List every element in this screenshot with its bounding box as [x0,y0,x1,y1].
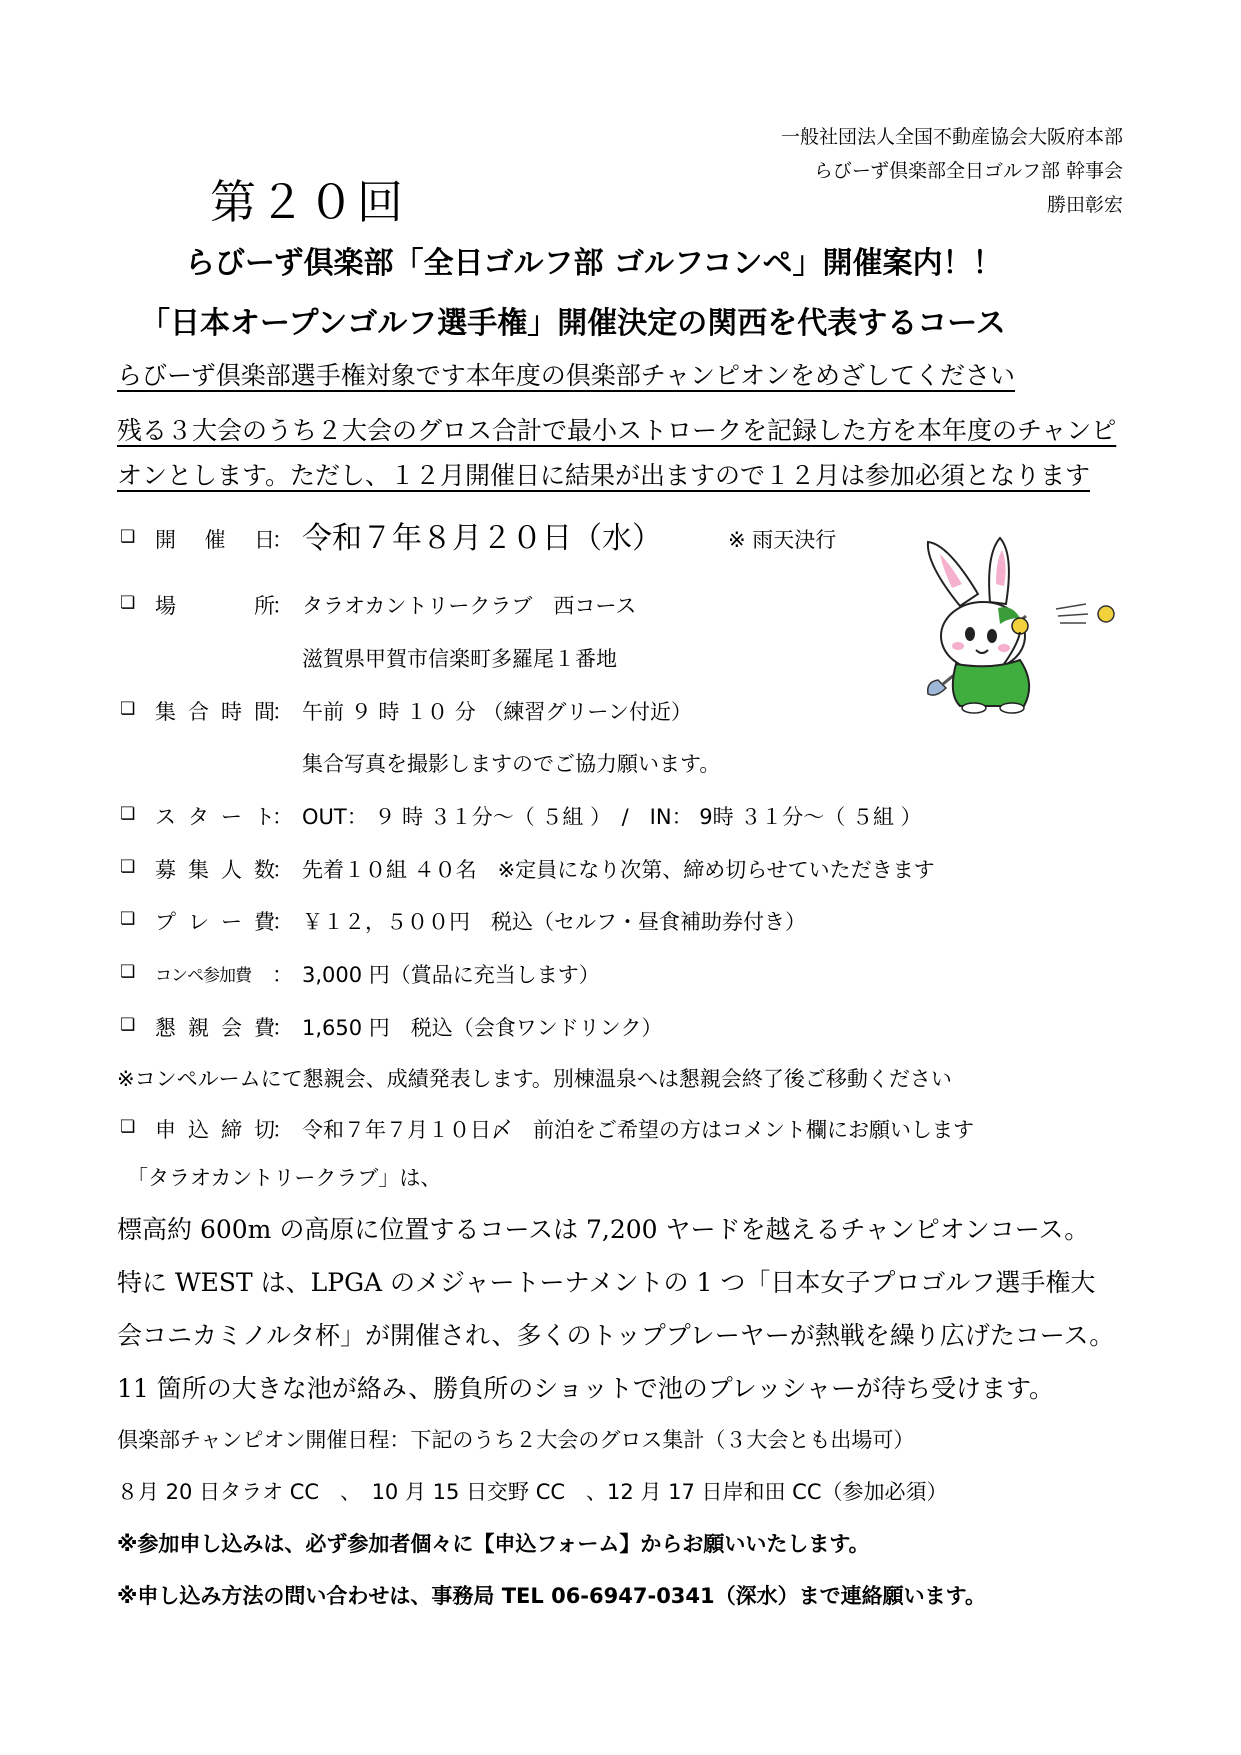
course-desc-line-1: 標高約 600m の高原に位置するコースは 7,200 ヤードを越えるチャンピオンコース。 [117,1215,1090,1244]
headline-title: らびーず倶楽部「全日ゴルフ部 ゴルフコンペ」開催案内！！ [185,246,1003,281]
lead-line-2: 残る３大会のうち２大会のグロス合計で最小ストロークを記録した方を本年度のチャンピ [117,416,1117,445]
bullet-icon: ❏ [120,699,136,719]
deadline-label: 申 込 締 切 [155,1118,275,1142]
recruit-label: 募 集 人 数 [155,858,275,882]
contact-note: ※申し込み方法の問い合わせは、事務局 TEL 06-6947-0341（深水）まで連絡願います。 [117,1584,986,1608]
deadline-value: 令和７年７月１０日〆 前泊をご希望の方はコメント欄にお願いします [302,1118,974,1142]
party-note: ※コンペルームにて懇親会、成績発表します。別棟温泉へは懇親会終了後ご移動ください [117,1067,952,1091]
event-ordinal: 第２０回 [210,175,406,229]
colon: ： [272,805,293,829]
course-desc-line-4: 11 箇所の大きな池が絡み、勝負所のショットで池のプレッシャーが待ち受けます。 [117,1374,1055,1403]
party-fee-label: 懇 親 会 費 [155,1016,275,1040]
colon: ： [272,528,293,552]
place-address: 滋賀県甲賀市信楽町多羅尾１番地 [302,647,617,671]
organizer-line-2: らびーず倶楽部全日ゴルフ部 幹事会 [813,160,1123,182]
course-desc-line-3: 会コニカミノルタ杯」が開催され、多くのトッププレーヤーが熱戦を繰り広げたコース。 [117,1321,1115,1350]
meet-value: 午前 ９ 時 １０ 分 （練習グリーン付近） [302,700,692,724]
comp-fee-label: コンペ参加費 [155,966,251,986]
colon: ： [272,594,293,618]
party-fee-value: 1,650 円 税込（会食ワンドリンク） [302,1016,663,1040]
meet-note: 集合写真を撮影しますのでご協力願います。 [302,752,721,776]
bullet-icon: ❏ [120,962,136,982]
organizer-line-1: 一般社団法人全国不動産協会大阪府本部 [780,126,1123,148]
start-value: OUT： ９ 時 ３１分～（ ５組 ） / IN： 9時 ３１分～（ ５組 ） [302,805,922,829]
start-label: ス タ ー ト [155,805,275,829]
course-desc-line-2: 特に WEST は、LPGA のメジャートーナメントの 1 つ「日本女子プロゴルフ選手権大 [117,1268,1096,1297]
place-value: タラオカントリークラブ 西コース [302,594,637,618]
colon: ： [272,1016,293,1040]
lead-line-3: オンとします。ただし、１２月開催日に結果が出ますので１２月は参加必須となります [117,461,1091,490]
bullet-icon: ❏ [120,527,136,547]
bullet-icon: ❏ [120,1117,136,1137]
course-intro: 「タラオカントリークラブ」は、 [127,1166,442,1190]
colon: ： [272,910,293,934]
schedule-dates: ８月 20 日タラオ CC 、 10 月 15 日交野 CC 、12 月 17 日岸和田 CC（参加必須） [117,1480,948,1504]
colon: ： [272,963,293,987]
headline-subtitle: 「日本オープンゴルフ選手権」開催決定の関西を代表するコース [140,306,1006,341]
weather-note: ※ 雨天決行 [728,528,837,552]
schedule-title: 倶楽部チャンピオン開催日程：下記のうち２大会のグロス集計（３大会とも出場可） [117,1428,915,1452]
date-label: 開 催 日 [155,528,275,552]
colon: ： [272,1118,293,1142]
colon: ： [272,700,293,724]
meet-label: 集 合 時 間 [155,700,275,724]
lead-line-1: らびーず倶楽部選手権対象です本年度の倶楽部チャンピオンをめざしてください [117,361,1016,390]
bullet-icon: ❏ [120,909,136,929]
apply-note: ※参加申し込みは、必ず参加者個々に【申込フォーム】からお願いいたします。 [117,1532,870,1556]
bullet-icon: ❏ [120,804,136,824]
bullet-icon: ❏ [120,593,136,613]
place-label: 場 所 [155,594,275,618]
play-fee-value: ￥１２，５００円 税込（セルフ・昼食補助券付き） [302,910,806,934]
recruit-value: 先着１０組 ４０名 ※定員になり次第、締め切らせていただきます [302,858,935,882]
date-value: 令和７年８月２０日（水） [302,521,662,556]
rabbit-golfer-illustration [908,534,1123,714]
bullet-icon: ❏ [120,857,136,877]
bullet-icon: ❏ [120,1015,136,1035]
colon: ： [272,858,293,882]
comp-fee-value: 3,000 円（賞品に充当します） [302,963,600,987]
organizer-name: 勝田彰宏 [1046,194,1123,216]
play-fee-label: プ レ ー 費 [155,910,275,934]
